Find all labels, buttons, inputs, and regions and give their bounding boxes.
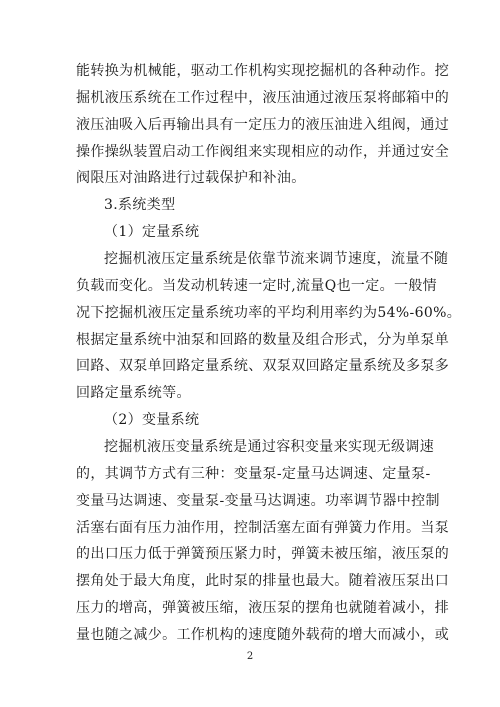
section-heading: 3.系统类型 — [104, 197, 176, 213]
page-number: 2 — [246, 651, 254, 662]
paragraph-3-line-8: 量也随之减少。工作机构的速度随外载荷的增大而减小，或 — [76, 627, 450, 643]
paragraph-3-line-1: 挖掘机液压变量系统是通过容积变量来实现无级调速 — [104, 439, 435, 455]
paragraph-1-line-5: 阀限压对油路进行过载保护和补油。 — [76, 170, 306, 186]
paragraph-1-line-3: 液压油吸入后再输出具有一定压力的液压油进入组阀，通过 — [76, 117, 450, 133]
paragraph-3-line-6: 摆角处于最大角度，此时泵的排量也最大。随着液压泵出口 — [76, 573, 450, 589]
paragraph-2-line-5: 回路、双泵单回路定量系统、双泵双回路定量系统及多泵多 — [76, 358, 450, 374]
paragraph-3-line-5: 的出口压力低于弹簧预压紧力时，弹簧未被压缩，液压泵的 — [76, 546, 450, 562]
paragraph-2-line-3: 况下挖掘机液压定量系统功率的平均利用率约为54%-60%。 — [76, 305, 462, 321]
paragraph-2-line-2: 负载而变化。当发动机转速一定时,流量Q也一定。一般情 — [76, 278, 438, 294]
subsection-1-heading: （1）定量系统 — [104, 224, 200, 240]
paragraph-2-line-4: 根据定量系统中油泵和回路的数量及组合形式，分为单泵单 — [76, 332, 450, 348]
paragraph-2-line-1: 挖掘机液压定量系统是依靠节流来调节速度，流量不随 — [104, 251, 449, 267]
paragraph-1-line-1: 能转换为机械能，驱动工作机构实现挖掘机的各种动作。挖 — [76, 63, 450, 79]
paragraph-3-line-4: 活塞右面有压力油作用，控制活塞左面有弹簧力作用。当泵 — [76, 520, 450, 536]
paragraph-1-line-4: 操作操纵装置启动工作阀组来实现相应的动作，并通过安全 — [76, 144, 450, 160]
paragraph-3-line-7: 压力的增高，弹簧被压缩，液压泵的摆角也就随着减小，排 — [76, 600, 450, 616]
paragraph-3-line-2: 的，其调节方式有三种：变量泵-定量马达调速、定量泵- — [76, 466, 431, 482]
paragraph-1-line-2: 掘机液压系统在工作过程中，液压油通过液压泵将邮箱中的 — [76, 90, 450, 106]
subsection-2-heading: （2）变量系统 — [104, 412, 200, 428]
paragraph-2-line-6: 回路定量系统等。 — [76, 385, 191, 401]
paragraph-3-line-3: 变量马达调速、变量泵-变量马达调速。功率调节器中控制 — [76, 493, 440, 509]
